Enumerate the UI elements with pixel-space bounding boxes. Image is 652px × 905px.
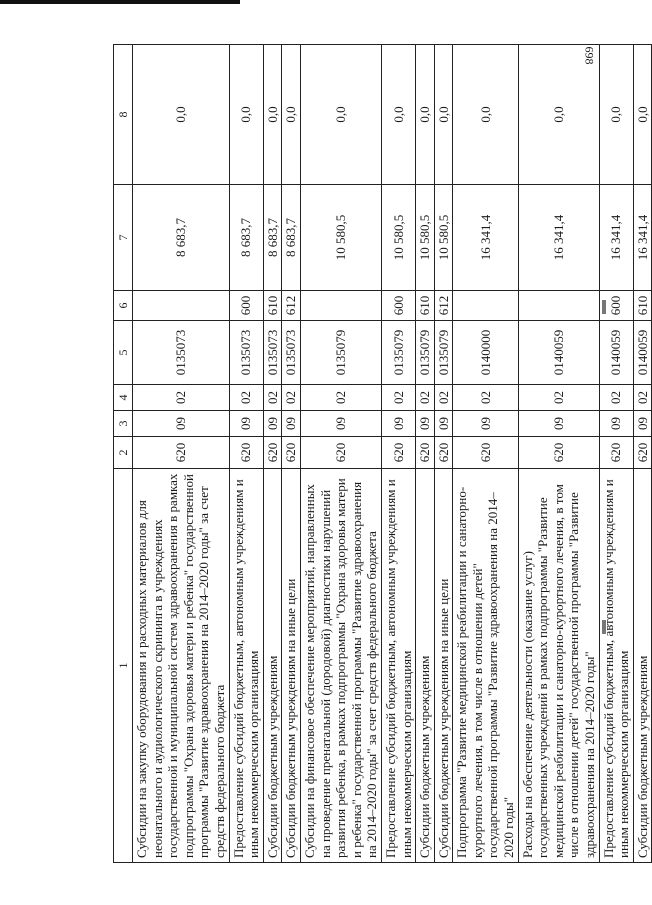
expense-type-cell bbox=[300, 291, 381, 321]
table-row bbox=[518, 45, 599, 863]
table-row bbox=[599, 45, 633, 863]
row-description: Предоставление субсидий бюджетным, автономным учреждениям и иным некоммерческим организациям bbox=[229, 469, 263, 863]
header-cell: 5 bbox=[114, 321, 133, 385]
expense-type-cell bbox=[518, 291, 599, 321]
amount-cell-2: 0,0 bbox=[133, 45, 230, 185]
section-cell: 09 bbox=[133, 411, 230, 437]
code-cell: 620 bbox=[416, 437, 435, 469]
amount-cell-2: 0,0 bbox=[282, 45, 301, 185]
table-row bbox=[434, 45, 453, 863]
amount-cell-2: 0,0 bbox=[300, 45, 381, 185]
subsection-cell: 02 bbox=[263, 385, 282, 411]
amount-cell: 8 683,7 bbox=[282, 185, 301, 291]
code-cell: 620 bbox=[229, 437, 263, 469]
budget-table bbox=[113, 44, 652, 863]
section-cell: 09 bbox=[518, 411, 599, 437]
section-cell: 09 bbox=[434, 411, 453, 437]
amount-cell-2: 0,0 bbox=[633, 45, 652, 185]
expense-type-cell: 612 bbox=[282, 291, 301, 321]
amount-cell: 8 683,7 bbox=[133, 185, 230, 291]
code-cell: 620 bbox=[633, 437, 652, 469]
code-cell: 620 bbox=[282, 437, 301, 469]
code-cell: 620 bbox=[453, 437, 518, 469]
target-article-cell: 0140000 bbox=[453, 321, 518, 385]
table-row bbox=[633, 45, 652, 863]
section-cell: 09 bbox=[300, 411, 381, 437]
table-row bbox=[453, 45, 518, 863]
section-cell: 09 bbox=[381, 411, 415, 437]
section-cell: 09 bbox=[633, 411, 652, 437]
code-cell: 620 bbox=[434, 437, 453, 469]
table-row bbox=[381, 45, 415, 863]
section-cell: 09 bbox=[229, 411, 263, 437]
expense-type-cell: 600 bbox=[229, 291, 263, 321]
expense-type-cell: 600 bbox=[599, 291, 633, 321]
target-article-cell: 0135079 bbox=[416, 321, 435, 385]
expense-type-cell: 612 bbox=[434, 291, 453, 321]
expense-type-cell: 600 bbox=[381, 291, 415, 321]
row-description: Субсидии бюджетным учреждениям на иные цели bbox=[434, 469, 453, 863]
code-cell: 620 bbox=[381, 437, 415, 469]
rotated-page-content bbox=[113, 45, 650, 863]
amount-cell-2: 0,0 bbox=[263, 45, 282, 185]
subsection-cell: 02 bbox=[434, 385, 453, 411]
header-cell: 2 bbox=[114, 437, 133, 469]
row-description: Субсидии на закупку оборудования и расходных материалов для неонатального и аудиологического скрининга в учреждениях государственной и муниципальной систем здравоохранения в рамках подпрограммы "Охрана здоровья матери и ребенка" государственной программы "Развитие здравоохранения на 2014–2020 годы" за счет средств федерального бюджета bbox=[133, 469, 230, 863]
table-row bbox=[282, 45, 301, 863]
expense-type-cell: 610 bbox=[263, 291, 282, 321]
target-article-cell: 0135073 bbox=[282, 321, 301, 385]
row-description: Расходы на обеспечение деятельности (оказание услуг) государственных учреждений в рамках подпрограммы "Развитие медицинской реабилитации и санаторно-курортного лечения, в том числе в отношении детей" государственной программы "Развитие здравоохранения на 2014–2020 годы" bbox=[518, 469, 599, 863]
subsection-cell: 02 bbox=[518, 385, 599, 411]
scan-top-edge bbox=[0, 0, 240, 4]
row-description: Подпрограмма "Развитие медицинской реабилитации и санаторно-курортного лечения, в том числе в отношении детей" государственной программы "Развитие здравоохранения на 2014–2020 годы" bbox=[453, 469, 518, 863]
amount-cell: 10 580,5 bbox=[381, 185, 415, 291]
row-description: Субсидии на финансовое обеспечение мероприятий, направленных на проведение пренатальной (дородовой) диагностики нарушений развития ребенка, в рамках подпрограммы "Охрана здоровья матери и ребенка" государственной программы "Развитие здравоохранения на 2014–2020 годы" за счет средств федерального бюджета bbox=[300, 469, 381, 863]
code-cell: 620 bbox=[518, 437, 599, 469]
table-row bbox=[416, 45, 435, 863]
code-cell: 620 bbox=[300, 437, 381, 469]
row-description: Предоставление субсидий бюджетным, автономным учреждениям и иным некоммерческим организациям bbox=[381, 469, 415, 863]
subsection-cell: 02 bbox=[282, 385, 301, 411]
target-article-cell: 0135073 bbox=[263, 321, 282, 385]
subsection-cell: 02 bbox=[633, 385, 652, 411]
target-article-cell: 0135073 bbox=[133, 321, 230, 385]
subsection-cell: 02 bbox=[229, 385, 263, 411]
row-description: Субсидии бюджетным учреждениям на иные цели bbox=[282, 469, 301, 863]
row-description: Субсидии бюджетным учреждениям bbox=[416, 469, 435, 863]
amount-cell: 16 341,4 bbox=[633, 185, 652, 291]
header-cell: 4 bbox=[114, 385, 133, 411]
header-cell: 6 bbox=[114, 291, 133, 321]
code-cell: 620 bbox=[599, 437, 633, 469]
page-number: 698 bbox=[582, 46, 597, 65]
header-cell: 1 bbox=[114, 469, 133, 863]
code-cell: 620 bbox=[263, 437, 282, 469]
amount-cell-2: 0,0 bbox=[599, 45, 633, 185]
header-cell: 8 bbox=[114, 45, 133, 185]
amount-cell: 16 341,4 bbox=[453, 185, 518, 291]
target-article-cell: 0140059 bbox=[518, 321, 599, 385]
amount-cell-2: 0,0 bbox=[381, 45, 415, 185]
amount-cell: 16 341,4 bbox=[518, 185, 599, 291]
table-row bbox=[229, 45, 263, 863]
header-cell: 7 bbox=[114, 185, 133, 291]
expense-type-cell: 610 bbox=[633, 291, 652, 321]
subsection-cell: 02 bbox=[416, 385, 435, 411]
amount-cell: 8 683,7 bbox=[229, 185, 263, 291]
subsection-cell: 02 bbox=[300, 385, 381, 411]
subsection-cell: 02 bbox=[599, 385, 633, 411]
subsection-cell: 02 bbox=[453, 385, 518, 411]
amount-cell-2: 0,0 bbox=[518, 45, 599, 185]
table-header-row bbox=[114, 45, 133, 863]
row-description: Предоставление субсидий бюджетным, автономным учреждениям и иным некоммерческим организациям bbox=[599, 469, 633, 863]
subsection-cell: 02 bbox=[133, 385, 230, 411]
section-cell: 09 bbox=[263, 411, 282, 437]
amount-cell: 8 683,7 bbox=[263, 185, 282, 291]
code-cell: 620 bbox=[133, 437, 230, 469]
table-row bbox=[300, 45, 381, 863]
section-cell: 09 bbox=[416, 411, 435, 437]
header-cell: 3 bbox=[114, 411, 133, 437]
row-description: Субсидии бюджетным учреждениям bbox=[633, 469, 652, 863]
expense-type-cell bbox=[453, 291, 518, 321]
row-description: Субсидии бюджетным учреждениям bbox=[263, 469, 282, 863]
amount-cell: 10 580,5 bbox=[434, 185, 453, 291]
target-article-cell: 0140059 bbox=[599, 321, 633, 385]
target-article-cell: 0135079 bbox=[381, 321, 415, 385]
amount-cell: 10 580,5 bbox=[416, 185, 435, 291]
target-article-cell: 0135079 bbox=[434, 321, 453, 385]
subsection-cell: 02 bbox=[381, 385, 415, 411]
expense-type-cell bbox=[133, 291, 230, 321]
expense-type-cell: 610 bbox=[416, 291, 435, 321]
amount-cell: 10 580,5 bbox=[300, 185, 381, 291]
amount-cell-2: 0,0 bbox=[453, 45, 518, 185]
section-cell: 09 bbox=[282, 411, 301, 437]
amount-cell-2: 0,0 bbox=[416, 45, 435, 185]
amount-cell: 16 341,4 bbox=[599, 185, 633, 291]
target-article-cell: 0135079 bbox=[300, 321, 381, 385]
section-cell: 09 bbox=[599, 411, 633, 437]
amount-cell-2: 0,0 bbox=[434, 45, 453, 185]
target-article-cell: 0135073 bbox=[229, 321, 263, 385]
table-row bbox=[133, 45, 230, 863]
section-cell: 09 bbox=[453, 411, 518, 437]
target-article-cell: 0140059 bbox=[633, 321, 652, 385]
table-row bbox=[263, 45, 282, 863]
amount-cell-2: 0,0 bbox=[229, 45, 263, 185]
